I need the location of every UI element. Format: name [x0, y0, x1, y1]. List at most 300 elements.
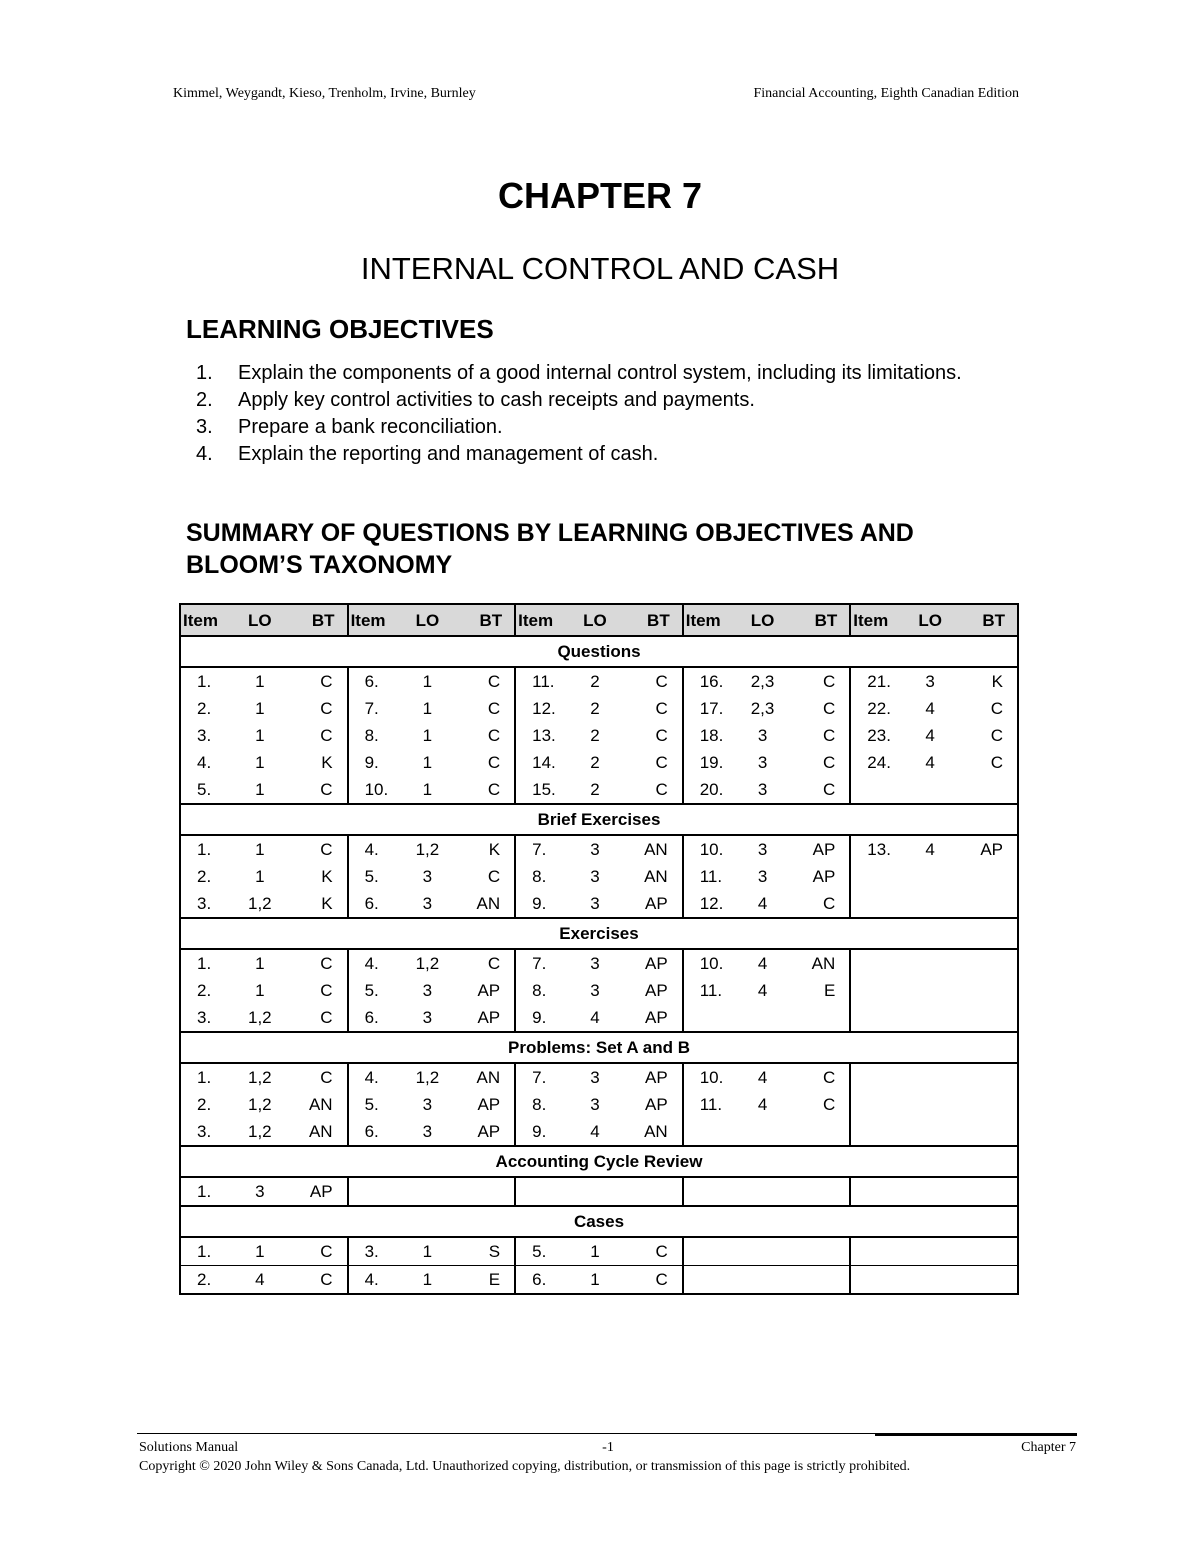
objective-number: 2. — [196, 389, 213, 411]
objective-number: 4. — [196, 443, 213, 465]
cell-bt: C — [959, 749, 1018, 776]
column-header-bt: BT — [959, 604, 1018, 636]
cell-bt: AN — [644, 867, 668, 886]
cell-bt: C — [487, 753, 501, 772]
cell-bt: AN — [456, 890, 515, 918]
cell-bt: AN — [308, 1095, 333, 1114]
cell-bt: C — [487, 726, 501, 745]
footer-page-number: -1 — [602, 1440, 614, 1455]
column-header-bt: BT — [289, 604, 348, 636]
cell-item: 8. — [515, 977, 566, 1004]
running-header-authors: Kimmel, Weygandt, Kieso, Trenholm, Irvine, Burnley — [173, 86, 476, 101]
cell-lo: 2,3 — [750, 699, 775, 718]
cell-item: 19. — [683, 749, 734, 776]
cell-bt: S — [456, 1237, 515, 1266]
cell-lo: 1 — [422, 672, 433, 691]
table-row — [180, 863, 1018, 890]
cell-bt — [959, 1237, 1018, 1266]
section-title: Problems: Set A and B — [180, 1032, 1018, 1063]
cell-lo: 4 — [757, 981, 768, 1000]
cell-lo: 1 — [566, 1237, 624, 1266]
cell-lo — [901, 949, 959, 977]
table-row — [180, 1004, 1018, 1032]
cell-bt: K — [321, 867, 333, 886]
cell-bt: C — [823, 1095, 836, 1114]
cell-lo: 3 — [757, 753, 768, 772]
cell-bt — [959, 1004, 1018, 1032]
cell-item — [850, 890, 901, 918]
column-header-lo: LO — [399, 604, 457, 636]
cell-item: 12. — [515, 695, 566, 722]
table-row — [180, 776, 1018, 804]
footer-copyright: Copyright © 2020 John Wiley & Sons Canada, Ltd. Unauthorized copying, distribution, or transmission of this page is strictly prohibited. — [139, 1459, 911, 1474]
section-title-row — [180, 1032, 1018, 1063]
table-row — [180, 949, 1018, 977]
cell-lo — [566, 1177, 624, 1206]
cell-lo: 3 — [399, 1118, 457, 1146]
cell-bt: C — [655, 753, 668, 772]
cell-item — [850, 1091, 901, 1118]
table-row — [180, 695, 1018, 722]
cell-bt: AN — [289, 1118, 348, 1146]
cell-item — [850, 1004, 901, 1032]
cell-bt: AN — [811, 954, 836, 973]
cell-bt: C — [823, 699, 836, 718]
cell-item: 5. — [180, 776, 231, 804]
cell-bt — [959, 1177, 1018, 1206]
cell-item: 3. — [348, 1237, 399, 1266]
cell-lo: 1 — [422, 699, 433, 718]
learning-objectives-heading: LEARNING OBJECTIVES — [186, 314, 494, 344]
cell-lo: 4 — [925, 699, 935, 718]
cell-item: 10. — [683, 1063, 734, 1091]
cell-bt — [959, 949, 1018, 977]
cell-lo: 1 — [566, 1266, 624, 1295]
cell-lo — [901, 1004, 959, 1032]
table-row — [180, 1237, 1018, 1266]
cell-lo: 3 — [399, 1004, 457, 1032]
table-row — [180, 667, 1018, 695]
cell-lo — [734, 1266, 792, 1295]
summary-heading: SUMMARY OF QUESTIONS BY LEARNING OBJECTIVES AND BLOOM’S TAXONOMY — [186, 519, 914, 579]
cell-item: 4. — [348, 949, 399, 977]
section-title: Brief Exercises — [180, 804, 1018, 835]
cell-item: 7. — [515, 835, 566, 863]
cell-item: 22. — [850, 695, 901, 722]
column-header-bt: BT — [456, 604, 515, 636]
cell-item: 21. — [850, 667, 901, 695]
cell-bt: C — [624, 776, 683, 804]
cell-lo: 1 — [255, 981, 265, 1000]
cell-bt: K — [488, 840, 501, 859]
cell-item: 3. — [180, 890, 231, 918]
column-header-bt: BT — [624, 604, 683, 636]
cell-item: 1. — [180, 667, 231, 695]
cell-bt: C — [456, 776, 515, 804]
cell-bt: C — [791, 890, 850, 918]
cell-lo — [734, 1237, 792, 1266]
cell-lo — [901, 776, 959, 804]
cell-bt — [624, 1177, 683, 1206]
cell-lo: 1,2 — [231, 890, 289, 918]
cell-lo: 2 — [590, 672, 600, 691]
cell-item: 1. — [180, 949, 231, 977]
cell-lo: 3 — [590, 1095, 600, 1114]
cell-bt: C — [487, 867, 501, 886]
cell-item: 5. — [348, 1091, 399, 1118]
cell-item: 7. — [515, 949, 566, 977]
footer-chapter: Chapter 7 — [1021, 1440, 1076, 1455]
cell-lo: 3 — [399, 890, 457, 918]
table-row — [180, 749, 1018, 776]
cell-bt: C — [289, 776, 348, 804]
summary-table — [179, 603, 1019, 1295]
cell-lo: 3 — [757, 726, 768, 745]
cell-bt: C — [823, 753, 836, 772]
table-row — [180, 890, 1018, 918]
table-row — [180, 722, 1018, 749]
cell-bt — [959, 1091, 1018, 1118]
cell-bt: C — [791, 776, 850, 804]
cell-item: 11. — [683, 977, 734, 1004]
cell-lo: 3 — [566, 890, 624, 918]
cell-lo: 4 — [231, 1266, 289, 1295]
section-title: Cases — [180, 1206, 1018, 1237]
cell-lo: 1 — [255, 840, 265, 859]
cell-bt — [791, 1118, 850, 1146]
cell-lo — [901, 1063, 959, 1091]
cell-item: 16. — [683, 667, 734, 695]
cell-item: 2. — [180, 863, 231, 890]
cell-item — [850, 1118, 901, 1146]
cell-lo: 1 — [399, 1237, 457, 1266]
cell-lo: 2 — [590, 726, 600, 745]
cell-item: 1. — [180, 1237, 231, 1266]
cell-lo: 3 — [590, 1068, 600, 1087]
cell-lo: 1 — [231, 1237, 289, 1266]
cell-lo: 4 — [925, 726, 935, 745]
cell-lo — [901, 1118, 959, 1146]
cell-item: 10. — [683, 949, 734, 977]
objective-number: 1. — [196, 362, 213, 384]
section-title: Accounting Cycle Review — [180, 1146, 1018, 1177]
cell-lo: 2 — [590, 753, 600, 772]
cell-item — [683, 1177, 734, 1206]
cell-lo: 4 — [757, 954, 768, 973]
cell-item: 2. — [180, 1266, 231, 1295]
objective-text: Explain the components of a good internal control system, including its limitations. — [238, 362, 962, 384]
cell-bt: AP — [645, 1095, 668, 1114]
table-row — [180, 1118, 1018, 1146]
column-header-item: Item — [850, 604, 901, 636]
cell-lo: 3 — [925, 672, 935, 691]
cell-bt — [791, 1177, 850, 1206]
section-title-row — [180, 1146, 1018, 1177]
cell-bt: C — [289, 1237, 348, 1266]
cell-item — [850, 776, 901, 804]
cell-item: 9. — [515, 1118, 566, 1146]
objective-item — [196, 360, 1022, 387]
section-title-row — [180, 804, 1018, 835]
cell-lo: 1 — [399, 1266, 457, 1295]
cell-item — [515, 1177, 566, 1206]
cell-lo: 1 — [255, 672, 265, 691]
cell-item: 2. — [180, 1091, 231, 1118]
cell-bt — [959, 1063, 1018, 1091]
cell-lo: 4 — [757, 1095, 768, 1114]
cell-lo: 3 — [422, 1095, 433, 1114]
cell-item: 1. — [180, 1177, 231, 1206]
cell-item: 6. — [348, 1004, 399, 1032]
cell-item: 13. — [515, 722, 566, 749]
cell-lo: 3 — [231, 1177, 289, 1206]
table-row — [180, 977, 1018, 1004]
column-header-lo: LO — [901, 604, 959, 636]
cell-bt: C — [624, 1237, 683, 1266]
cell-item — [683, 1118, 734, 1146]
cell-bt: AP — [289, 1177, 348, 1206]
cell-bt — [791, 1237, 850, 1266]
table-row — [180, 1091, 1018, 1118]
cell-item — [850, 1177, 901, 1206]
cell-item: 5. — [348, 977, 399, 1004]
cell-item: 11. — [683, 863, 734, 890]
cell-item: 17. — [683, 695, 734, 722]
cell-lo: 4 — [925, 840, 935, 859]
cell-bt — [959, 890, 1018, 918]
cell-item: 5. — [515, 1237, 566, 1266]
section-title-row — [180, 1206, 1018, 1237]
section-title-row — [180, 918, 1018, 949]
cell-bt: C — [959, 695, 1018, 722]
cell-bt: C — [320, 699, 333, 718]
table-row — [180, 1063, 1018, 1091]
cell-bt: C — [289, 1004, 348, 1032]
cell-item: 8. — [515, 863, 566, 890]
footer-rule-accent — [875, 1433, 1077, 1436]
cell-item — [850, 1237, 901, 1266]
cell-item: 6. — [348, 1118, 399, 1146]
objective-number: 3. — [196, 416, 213, 438]
cell-item — [850, 977, 901, 1004]
cell-bt: AP — [456, 1004, 515, 1032]
cell-bt — [959, 1266, 1018, 1295]
cell-bt: C — [487, 672, 501, 691]
cell-item: 8. — [348, 722, 399, 749]
cell-lo: 1 — [255, 726, 265, 745]
section-title: Exercises — [180, 918, 1018, 949]
cell-lo: 4 — [925, 753, 935, 772]
cell-item: 11. — [683, 1091, 734, 1118]
cell-item: 14. — [515, 749, 566, 776]
cell-item: 7. — [515, 1063, 566, 1091]
cell-lo: 3 — [590, 954, 600, 973]
cell-bt: C — [823, 672, 836, 691]
cell-lo — [901, 1237, 959, 1266]
objective-item — [196, 414, 1022, 441]
cell-bt: C — [320, 840, 333, 859]
cell-item: 4. — [348, 1266, 399, 1295]
objective-item — [196, 441, 1022, 468]
column-header-lo: LO — [734, 604, 792, 636]
cell-lo — [901, 1266, 959, 1295]
cell-lo: 1 — [255, 867, 265, 886]
column-header-lo: LO — [566, 604, 624, 636]
cell-bt: E — [823, 981, 836, 1000]
cell-bt — [791, 1004, 850, 1032]
cell-item: 20. — [683, 776, 734, 804]
cell-item: 7. — [348, 695, 399, 722]
table-header-row — [180, 604, 1018, 636]
cell-item: 23. — [850, 722, 901, 749]
cell-lo — [901, 1177, 959, 1206]
cell-item — [850, 1266, 901, 1295]
cell-bt: E — [456, 1266, 515, 1295]
cell-item: 6. — [515, 1266, 566, 1295]
cell-item: 1. — [180, 1063, 231, 1091]
section-title-row — [180, 636, 1018, 667]
cell-lo — [734, 1177, 792, 1206]
cell-lo: 1 — [255, 954, 265, 973]
cell-bt: AP — [959, 835, 1018, 863]
cell-item: 3. — [180, 1118, 231, 1146]
cell-item — [850, 863, 901, 890]
cell-item — [683, 1004, 734, 1032]
cell-lo: 1 — [399, 776, 457, 804]
cell-lo: 3 — [422, 981, 433, 1000]
objective-text: Apply key control activities to cash receipts and payments. — [238, 389, 755, 411]
cell-bt: AP — [624, 890, 683, 918]
cell-item: 24. — [850, 749, 901, 776]
cell-bt: AN — [644, 840, 668, 859]
cell-item: 3. — [180, 1004, 231, 1032]
cell-item: 15. — [515, 776, 566, 804]
cell-lo: 1 — [255, 699, 265, 718]
cell-bt: C — [320, 954, 333, 973]
cell-bt: AP — [456, 1118, 515, 1146]
cell-lo — [901, 1091, 959, 1118]
objective-text: Explain the reporting and management of cash. — [238, 443, 659, 465]
column-header-item: Item — [348, 604, 399, 636]
cell-lo: 1,2 — [415, 1068, 440, 1087]
cell-lo: 1,2 — [231, 1004, 289, 1032]
cell-bt: AP — [812, 867, 836, 886]
cell-lo: 3 — [590, 867, 600, 886]
cell-item — [850, 949, 901, 977]
cell-bt — [791, 1266, 850, 1295]
cell-lo: 4 — [566, 1004, 624, 1032]
cell-bt: C — [320, 981, 333, 1000]
cell-bt: C — [624, 1266, 683, 1295]
summary-table-body — [180, 604, 1018, 1294]
cell-lo: 1,2 — [415, 954, 440, 973]
cell-item: 1. — [180, 835, 231, 863]
cell-lo: 2 — [566, 776, 624, 804]
cell-lo: 4 — [566, 1118, 624, 1146]
cell-bt — [959, 776, 1018, 804]
cell-item — [683, 1266, 734, 1295]
learning-objectives-list — [196, 360, 1022, 468]
cell-bt: AP — [477, 981, 501, 1000]
cell-item: 11. — [515, 667, 566, 695]
table-row — [180, 1266, 1018, 1295]
cell-lo: 3 — [590, 981, 600, 1000]
cell-bt: C — [959, 722, 1018, 749]
cell-lo — [399, 1177, 457, 1206]
cell-lo: 1,2 — [247, 1068, 272, 1087]
column-header-item: Item — [683, 604, 734, 636]
objective-item — [196, 387, 1022, 414]
cell-item: 5. — [348, 863, 399, 890]
column-header-bt: BT — [791, 604, 850, 636]
cell-lo: 4 — [734, 890, 792, 918]
running-header-book: Financial Accounting, Eighth Canadian Edition — [753, 86, 1019, 101]
cell-bt — [959, 863, 1018, 890]
cell-bt: AP — [477, 1095, 501, 1114]
cell-lo — [734, 1004, 792, 1032]
cell-bt: AN — [476, 1068, 501, 1087]
cell-bt: AP — [624, 1004, 683, 1032]
cell-item: 4. — [348, 835, 399, 863]
cell-item: 13. — [850, 835, 901, 863]
cell-lo: 1 — [422, 753, 433, 772]
cell-lo: 1,2 — [231, 1118, 289, 1146]
cell-item: 4. — [180, 749, 231, 776]
cell-bt: K — [959, 667, 1018, 695]
cell-item: 3. — [180, 722, 231, 749]
cell-bt: AP — [812, 840, 836, 859]
objective-text: Prepare a bank reconciliation. — [238, 416, 503, 438]
cell-item: 12. — [683, 890, 734, 918]
column-header-item: Item — [515, 604, 566, 636]
cell-bt: AN — [624, 1118, 683, 1146]
cell-lo: 1 — [422, 726, 433, 745]
cell-lo: 3 — [734, 776, 792, 804]
cell-bt: K — [321, 753, 333, 772]
cell-bt: AP — [645, 954, 668, 973]
cell-bt — [959, 977, 1018, 1004]
cell-bt: C — [487, 954, 501, 973]
cell-item: 10. — [348, 776, 399, 804]
table-row — [180, 835, 1018, 863]
cell-bt: C — [487, 699, 501, 718]
cell-lo — [734, 1118, 792, 1146]
cell-lo: 1 — [255, 753, 265, 772]
cell-lo: 4 — [757, 1068, 768, 1087]
cell-item: 6. — [348, 890, 399, 918]
cell-bt: C — [655, 699, 668, 718]
cell-bt: C — [289, 1266, 348, 1295]
cell-bt: C — [320, 726, 333, 745]
cell-lo: 2 — [590, 699, 600, 718]
chapter-title: CHAPTER 7 — [497, 175, 703, 216]
cell-lo: 1,2 — [415, 840, 440, 859]
cell-item: 9. — [348, 749, 399, 776]
cell-lo: 1,2 — [247, 1095, 272, 1114]
cell-bt — [456, 1177, 515, 1206]
cell-bt: C — [320, 1068, 333, 1087]
cell-lo: 3 — [757, 840, 768, 859]
cell-lo: 1 — [231, 776, 289, 804]
cell-bt — [959, 1118, 1018, 1146]
cell-item — [348, 1177, 399, 1206]
cell-item: 10. — [683, 835, 734, 863]
footer-manual: Solutions Manual — [139, 1440, 239, 1455]
cell-bt: C — [823, 1068, 836, 1087]
cell-item: 18. — [683, 722, 734, 749]
cell-item — [683, 1237, 734, 1266]
section-title: Questions — [180, 636, 1018, 667]
